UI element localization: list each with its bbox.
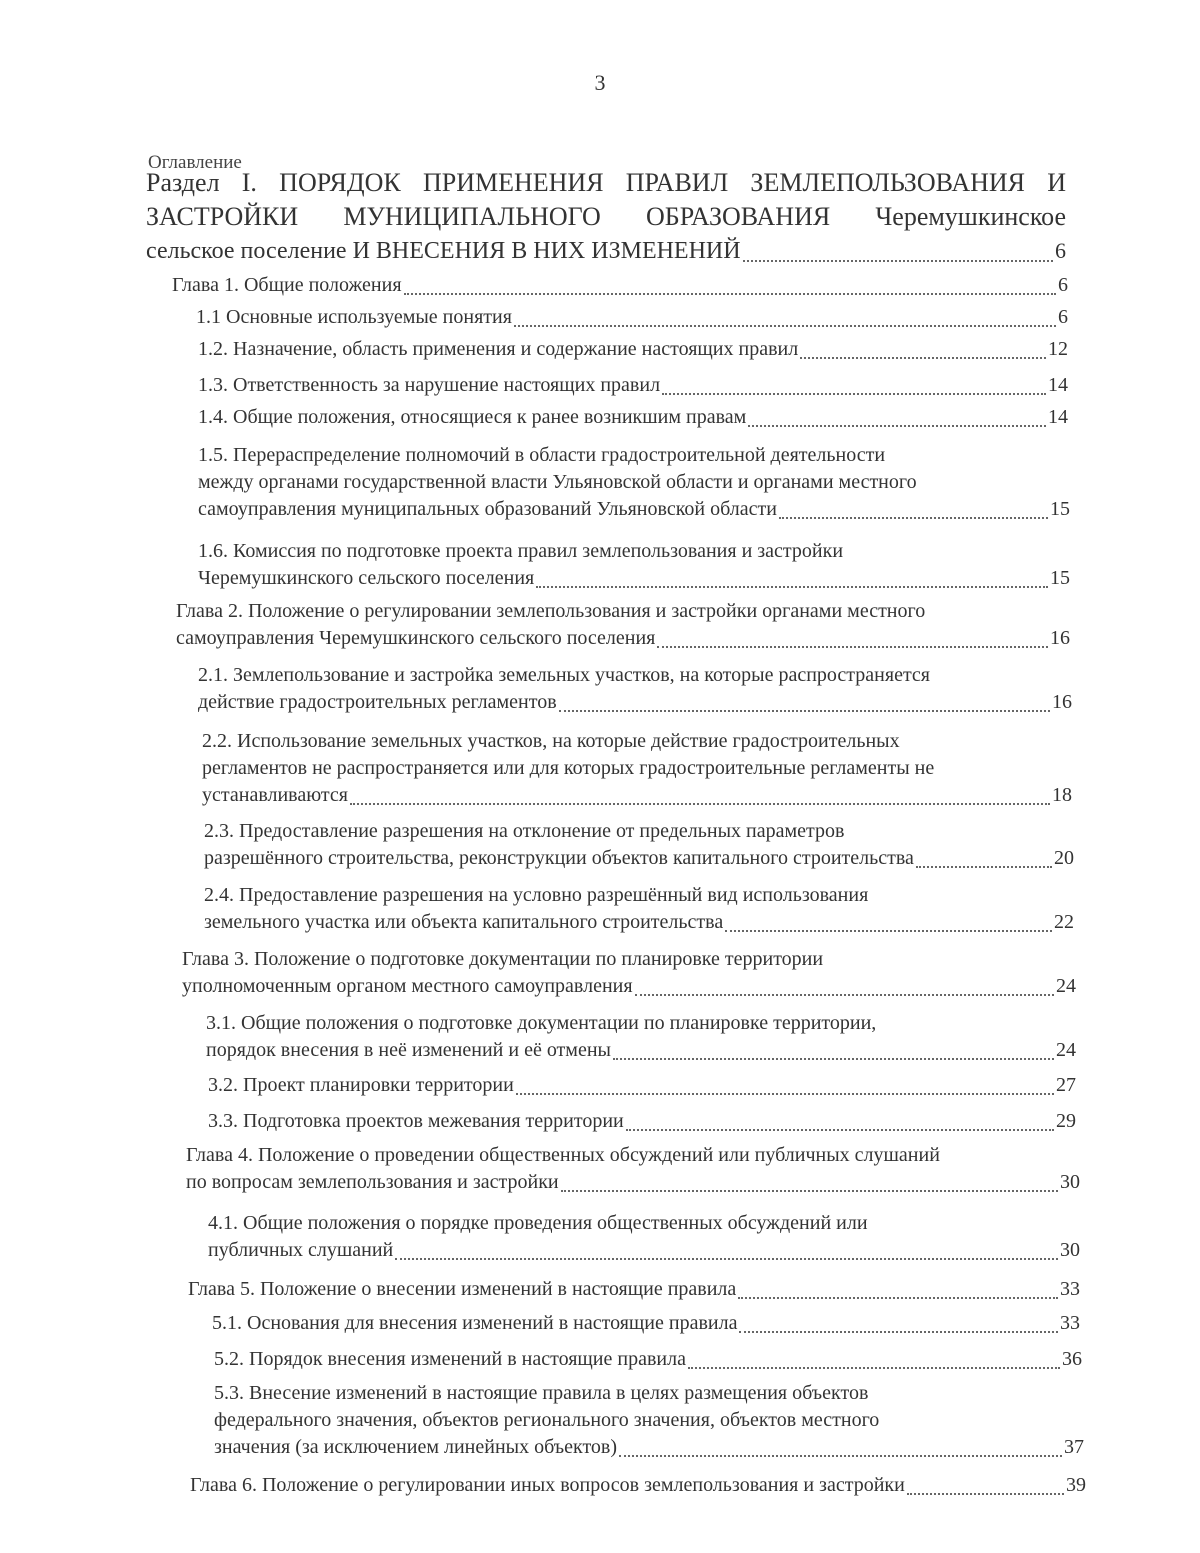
- toc-entry-page: 6: [1058, 274, 1068, 296]
- toc-entry[interactable]: [198, 372, 1068, 399]
- toc-entry-title: земельного участка или объекта капитального строительства: [204, 911, 724, 933]
- toc-entry-page: 36: [1062, 1348, 1082, 1370]
- toc-entry-title: значения (за исключением линейных объектов): [214, 1436, 618, 1458]
- toc-entry[interactable]: [206, 1010, 1076, 1064]
- toc-entry-last-line: [198, 496, 1070, 523]
- leader-dots: [743, 260, 1053, 262]
- toc-entry-title: устанавливаются: [202, 784, 348, 806]
- toc-entry-last-line: [204, 909, 1074, 936]
- toc-entry-page: 33: [1060, 1278, 1080, 1300]
- toc-entry-line: 1.6. Комиссия по подготовке проекта правил землепользования и застройки: [198, 540, 844, 562]
- toc-entry-line: федерального значения, объектов регионального значения, объектов местного: [214, 1409, 880, 1431]
- toc-entry-title: 1.3. Ответственность за нарушение настоящих правил: [198, 374, 661, 396]
- toc-entry-line: Глава 2. Положение о регулировании землепользования и застройки органами местного: [176, 600, 926, 622]
- toc-entry-title: действие градостроительных регламентов: [198, 691, 557, 713]
- toc-entry[interactable]: [208, 1072, 1076, 1099]
- toc-entry[interactable]: [198, 404, 1068, 431]
- leader-dots: [748, 425, 1046, 427]
- toc-entry-last-line: [182, 973, 1076, 1000]
- toc-entry-page: 15: [1050, 567, 1070, 589]
- toc-entry-last-line: [212, 1310, 1080, 1337]
- toc-entry-last-line: [176, 625, 1070, 652]
- toc-entry[interactable]: [182, 946, 1076, 1000]
- toc-entry-page: 24: [1056, 1039, 1076, 1061]
- toc-entry-line: Глава 4. Положение о проведении общественных обсуждений или публичных слушаний: [186, 1144, 940, 1166]
- leader-dots: [561, 1190, 1058, 1192]
- section-heading-page: 6: [1055, 238, 1066, 263]
- toc-entry-title: самоуправления Черемушкинского сельского поселения: [176, 627, 656, 649]
- toc-entry-title: 1.2. Назначение, область применения и содержание настоящих правил: [198, 338, 799, 360]
- leader-dots: [619, 1455, 1062, 1457]
- leader-dots: [738, 1297, 1058, 1299]
- leader-dots: [613, 1058, 1054, 1060]
- section-heading[interactable]: [146, 166, 1066, 268]
- toc-entry-last-line: [188, 1276, 1080, 1303]
- section-heading-last-line: [146, 234, 1066, 268]
- toc-entry-line: 2.4. Предоставление разрешения на условно разрешённый вид использования: [204, 884, 869, 906]
- toc-entry-page: 16: [1050, 627, 1070, 649]
- toc-entry-title: 1.4. Общие положения, относящиеся к ранее возникшим правам: [198, 406, 747, 428]
- leader-dots: [662, 393, 1046, 395]
- toc-entry[interactable]: [198, 442, 1070, 523]
- toc-entry-line: регламентов не распространяется или для которых градостроительные регламенты не: [202, 757, 935, 779]
- toc-entry-last-line: [208, 1108, 1076, 1135]
- toc-title: Оглавление: [148, 152, 242, 173]
- toc-entry-line: 1.5. Перераспределение полномочий в области градостроительной деятельности: [198, 444, 886, 466]
- toc-entry-line: Глава 3. Положение о подготовке документации по планировке территории: [182, 948, 824, 970]
- leader-dots: [514, 325, 1056, 327]
- toc-entry-line: 2.3. Предоставление разрешения на отклонение от предельных параметров: [204, 820, 845, 842]
- toc-entry-last-line: [172, 272, 1068, 299]
- toc-entry-last-line: [204, 845, 1074, 872]
- leader-dots: [800, 357, 1046, 359]
- toc-entry[interactable]: [214, 1380, 1084, 1461]
- toc-entry-title: 3.3. Подготовка проектов межевания территории: [208, 1110, 624, 1132]
- toc-entry-page: 14: [1048, 374, 1068, 396]
- leader-dots: [725, 930, 1052, 932]
- section-heading-line-3: сельское поселение И ВНЕСЕНИЯ В НИХ ИЗМЕНЕНИЙ: [146, 238, 741, 264]
- leader-dots: [739, 1331, 1058, 1333]
- toc-entry-last-line: [208, 1072, 1076, 1099]
- leader-dots: [559, 710, 1050, 712]
- toc-entry-last-line: [198, 565, 1070, 592]
- leader-dots: [916, 866, 1052, 868]
- toc-entry-title: 5.2. Порядок внесения изменений в настоящие правила: [214, 1348, 686, 1370]
- section-heading-line-2: ЗАСТРОЙКИ МУНИЦИПАЛЬНОГО ОБРАЗОВАНИЯ Черемушкинское: [146, 202, 1066, 231]
- toc-entry-last-line: [198, 372, 1068, 399]
- toc-entry-title: разрешённого строительства, реконструкции объектов капитального строительства: [204, 847, 914, 869]
- toc-entry-title: Черемушкинского сельского поселения: [198, 567, 535, 589]
- toc-entry-page: 20: [1054, 847, 1074, 869]
- toc-entry[interactable]: [202, 728, 1072, 809]
- toc-entry-title: по вопросам землепользования и застройки: [186, 1171, 559, 1193]
- toc-entry-title: Глава 1. Общие положения: [172, 274, 402, 296]
- toc-entry-last-line: [186, 1169, 1080, 1196]
- toc-entry-title: Глава 5. Положение о внесении изменений в настоящие правила: [188, 1278, 737, 1300]
- toc-entry-page: 22: [1054, 911, 1074, 933]
- toc-entry[interactable]: [208, 1108, 1076, 1135]
- toc-entry[interactable]: [198, 336, 1068, 363]
- leader-dots: [516, 1093, 1054, 1095]
- toc-entry-page: 33: [1060, 1312, 1080, 1334]
- toc-entry-last-line: [202, 782, 1072, 809]
- leader-dots: [350, 803, 1050, 805]
- toc-entry-line: 5.3. Внесение изменений в настоящие правила в целях размещения объектов: [214, 1382, 869, 1404]
- toc-entry-title: 3.2. Проект планировки территории: [208, 1074, 514, 1096]
- toc-entry-line: 2.1. Землепользование и застройка земельных участков, на которые распространяется: [198, 664, 931, 686]
- toc-entry-page: 18: [1052, 784, 1072, 806]
- toc-entry-page: 29: [1056, 1110, 1076, 1132]
- section-heading-line-1: Раздел I. ПОРЯДОК ПРИМЕНЕНИЯ ПРАВИЛ ЗЕМЛЕПОЛЬЗОВАНИЯ И: [146, 168, 1066, 197]
- toc-entry-title: 1.1 Основные используемые понятия: [196, 306, 512, 328]
- leader-dots: [626, 1129, 1054, 1131]
- leader-dots: [688, 1367, 1060, 1369]
- leader-dots: [657, 646, 1048, 648]
- toc-entry-last-line: [208, 1237, 1080, 1264]
- toc-entry-title: порядок внесения в неё изменений и её отмены: [206, 1039, 611, 1061]
- toc-entry[interactable]: [186, 1142, 1080, 1196]
- toc-entry-title: уполномоченным органом местного самоуправления: [182, 975, 633, 997]
- page-number: 3: [594, 70, 606, 95]
- toc-entry-last-line: [190, 1472, 1086, 1499]
- toc-entry-page: 16: [1052, 691, 1072, 713]
- toc-entry[interactable]: [188, 1276, 1080, 1303]
- toc-entry[interactable]: [198, 662, 1072, 716]
- toc-entry-page: 30: [1060, 1239, 1080, 1261]
- toc-entry-line: 3.1. Общие положения о подготовке документации по планировке территории,: [206, 1012, 877, 1034]
- toc-entry[interactable]: [172, 272, 1068, 299]
- toc-entry[interactable]: [208, 1210, 1080, 1264]
- toc-entry-page: 6: [1058, 306, 1068, 328]
- toc-entry[interactable]: [196, 304, 1068, 331]
- toc-entry-title: Глава 6. Положение о регулировании иных вопросов землепользования и застройки: [190, 1474, 905, 1496]
- toc-entry[interactable]: [204, 818, 1074, 872]
- leader-dots: [779, 517, 1048, 519]
- toc-entry-title: 5.1. Основания для внесения изменений в настоящие правила: [212, 1312, 738, 1334]
- toc-entry[interactable]: [204, 882, 1074, 936]
- toc-entry-last-line: [214, 1346, 1082, 1373]
- toc-entry-page: 14: [1048, 406, 1068, 428]
- leader-dots: [404, 293, 1056, 295]
- toc-entry-page: 27: [1056, 1074, 1076, 1096]
- toc-entry-last-line: [196, 304, 1068, 331]
- toc-entry[interactable]: [190, 1472, 1086, 1499]
- toc-entry-last-line: [214, 1434, 1084, 1461]
- toc-entry-last-line: [198, 336, 1068, 363]
- toc-entry-page: 15: [1050, 498, 1070, 520]
- toc-entry[interactable]: [214, 1346, 1082, 1373]
- leader-dots: [907, 1493, 1064, 1495]
- leader-dots: [635, 994, 1054, 996]
- toc-entry[interactable]: [212, 1310, 1080, 1337]
- toc-entry[interactable]: [176, 598, 1070, 652]
- toc-entry-page: 30: [1060, 1171, 1080, 1193]
- toc-entry-line: 4.1. Общие положения о порядке проведения общественных обсуждений или: [208, 1212, 868, 1234]
- toc-entry-last-line: [198, 404, 1068, 431]
- toc-entry-page: 37: [1064, 1436, 1084, 1458]
- toc-entry-page: 39: [1066, 1474, 1086, 1496]
- toc-entry-line: между органами государственной власти Ульяновской области и органами местного: [198, 471, 917, 493]
- toc-entry-page: 12: [1048, 338, 1068, 360]
- toc-entry-title: самоуправления муниципальных образований Ульяновской области: [198, 498, 777, 520]
- toc-entry[interactable]: [198, 538, 1070, 592]
- toc-entry-title: публичных слушаний: [208, 1239, 394, 1261]
- toc-entry-page: 24: [1056, 975, 1076, 997]
- leader-dots: [536, 586, 1048, 588]
- leader-dots: [395, 1258, 1058, 1260]
- toc-entry-line: 2.2. Использование земельных участков, на которые действие градостроительных: [202, 730, 900, 752]
- toc-entry-last-line: [198, 689, 1072, 716]
- toc-entry-last-line: [206, 1037, 1076, 1064]
